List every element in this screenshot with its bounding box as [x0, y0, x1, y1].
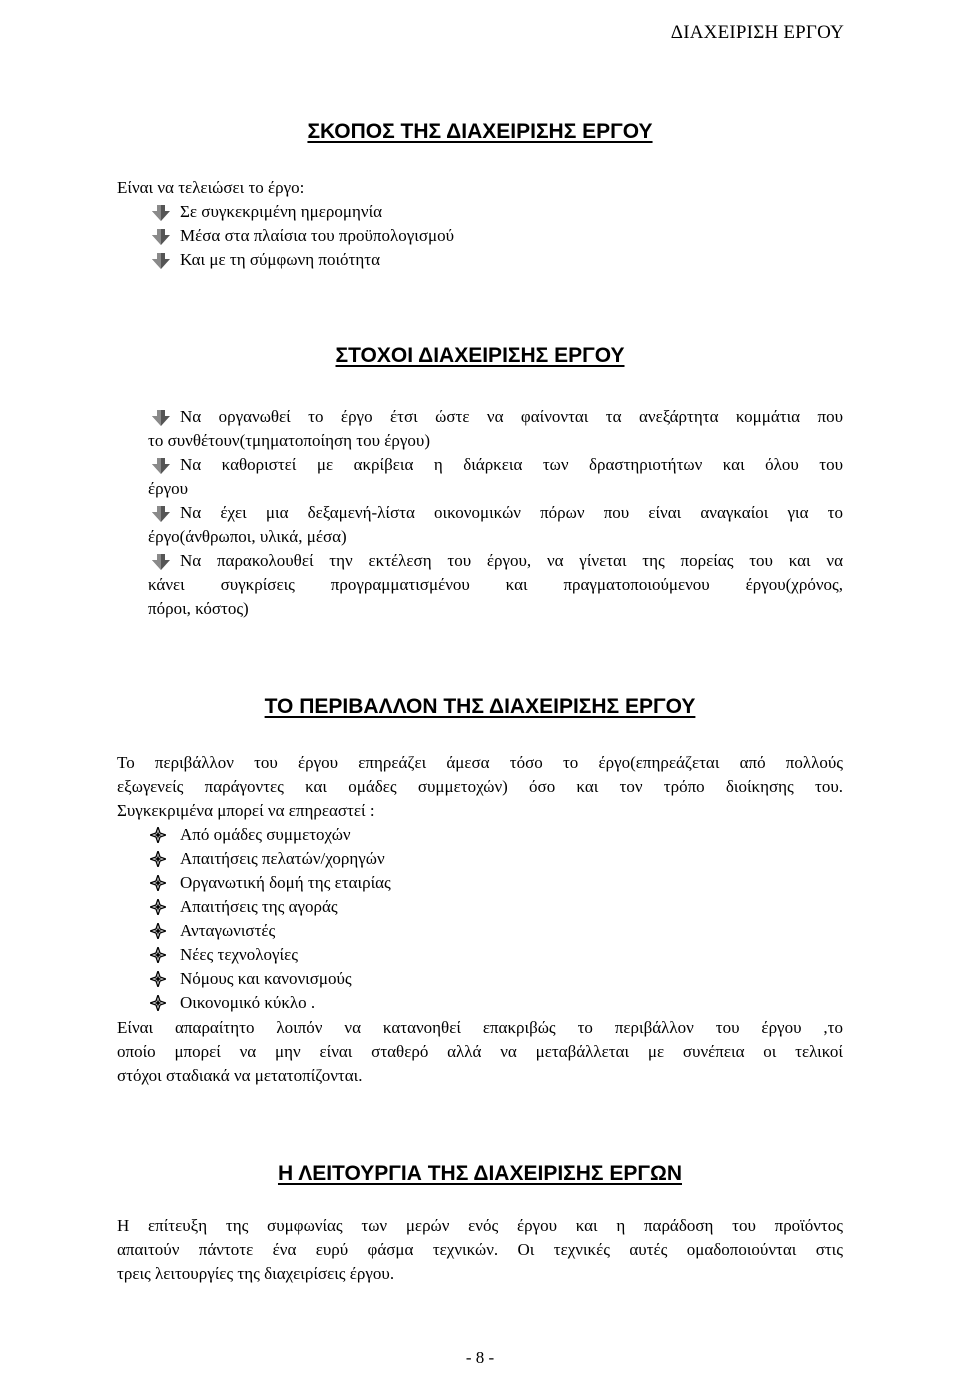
arrow-bullet-icon — [152, 554, 170, 570]
environment-closing-line: Είναι απαραίτητο λοιπόν να κατανοηθεί επακριβώς το περιβάλλον του έργου ,το — [117, 1018, 843, 1037]
goals-line: Να παρακολουθεί την εκτέλεση του έργου, να γίνεται της πορείας του και να — [180, 551, 843, 570]
goals-line: Να καθοριστεί με ακρίβεια η διάρκεια των δραστηριοτήτων και όλου του — [180, 455, 843, 474]
section-function-title: Η ΛΕΙΤΟΥΡΓΙΑ ΤΗΣ ΔΙΑΧΕΙΡΙΣΗΣ ΕΡΓΩΝ — [277, 1162, 682, 1185]
scope-bullet: Μέσα στα πλαίσια του προϋπολογισμού — [180, 226, 455, 245]
environment-factor: Νόμους και κανονισμούς — [180, 969, 352, 988]
scope-bullet: Και με τη σύμφωνη ποιότητα — [180, 250, 380, 269]
goals-line: Να οργανωθεί το έργο έτσι ώστε να φαίνονται τα ανεξάρτητα κομμάτια που — [180, 407, 843, 426]
environment-factor: Οικονομικό κύκλο . — [180, 993, 316, 1012]
arrow-bullet-icon — [152, 506, 170, 522]
environment-closing-line: οποίο μπορεί να μην είναι σταθερό αλλά να μεταβάλλεται με συνέπεια οι τελικοί — [117, 1042, 843, 1061]
environment-factor: Από ομάδες συμμετοχών — [180, 825, 351, 844]
goals-line: έργο(άνθρωποι, υλικά, μέσα) — [148, 527, 347, 546]
scope-intro: Είναι να τελειώσει το έργο: — [117, 178, 305, 197]
function-paragraph-line: τρεις λειτουργίες της διαχειρίσεις έργου. — [117, 1264, 395, 1283]
environment-factor: Νέες τεχνολογίες — [180, 945, 298, 964]
diamond-bullet-icon — [150, 947, 166, 963]
environment-factor: Απαιτήσεις πελατών/χορηγών — [180, 849, 385, 868]
environment-factor: Απαιτήσεις της αγοράς — [180, 897, 338, 916]
arrow-bullet-icon — [152, 410, 170, 426]
goals-line: κάνει συγκρίσεις προγραμματισμένου και πραγματοποιούμενου έργου(χρόνος, — [148, 575, 843, 594]
environment-paragraph-line: Το περιβάλλον του έργου επηρεάζει άμεσα τόσο το έργο(επηρεάζεται από πολλούς — [117, 753, 843, 772]
function-paragraph-line: απαιτούν πάντοτε ένα ευρύ φάσμα τεχνικών. Οι τεχνικές αυτές ομαδοποιούνται στις — [117, 1240, 843, 1259]
arrow-bullet-icon — [152, 458, 170, 474]
section-environment-title: ΤΟ ΠΕΡΙΒΑΛΛΟΝ ΤΗΣ ΔΙΑΧΕΙΡΙΣΗΣ ΕΡΓΟΥ — [264, 695, 696, 718]
environment-paragraph-line: εξωγενείς παράγοντες και ομάδες συμμετοχών) όσο και τον τρόπο διοίκησης του. — [117, 777, 843, 796]
arrow-bullet-icon — [152, 229, 170, 245]
diamond-bullet-icon — [150, 899, 166, 915]
goals-line: πόροι, κόστος) — [148, 599, 249, 618]
scope-bullet: Σε συγκεκριμένη ημερομηνία — [180, 202, 383, 221]
environment-closing-line: στόχοι σταδιακά να μετατοπίζονται. — [117, 1066, 363, 1085]
section-goals-title: ΣΤΟΧΟΙ ΔΙΑΧΕΙΡΙΣΗΣ ΕΡΓΟΥ — [335, 344, 625, 367]
environment-factor: Οργανωτική δομή της εταιρίας — [180, 873, 391, 892]
page-number: - 8 - — [465, 1348, 495, 1367]
arrow-bullet-icon — [152, 253, 170, 269]
diamond-bullet-icon — [150, 971, 166, 987]
section-scope-title: ΣΚΟΠΟΣ ΤΗΣ ΔΙΑΧΕΙΡΙΣΗΣ ΕΡΓΟΥ — [307, 120, 653, 143]
diamond-bullet-icon — [150, 851, 166, 867]
arrow-bullet-icon — [152, 205, 170, 221]
diamond-bullet-icon — [150, 875, 166, 891]
running-header: ΔΙΑΧΕΙΡΙΣΗ ΕΡΓΟΥ — [670, 22, 844, 43]
goals-line: Να έχει μια δεξαμενή-λίστα οικονομικών πόρων που είναι αναγκαίοι για το — [180, 503, 843, 522]
diamond-bullet-icon — [150, 827, 166, 843]
goals-line: έργου — [148, 479, 189, 498]
environment-paragraph-line: Συγκεκριμένα μπορεί να επηρεαστεί : — [117, 801, 375, 820]
goals-line: το συνθέτουν(τμηματοποίηση του έργου) — [148, 431, 430, 450]
diamond-bullet-icon — [150, 923, 166, 939]
function-paragraph-line: Η επίτευξη της συμφωνίας των μερών ενός έργου και η παράδοση του προϊόντος — [117, 1216, 843, 1235]
diamond-bullet-icon — [150, 995, 166, 1011]
environment-factor: Ανταγωνιστές — [180, 921, 276, 940]
